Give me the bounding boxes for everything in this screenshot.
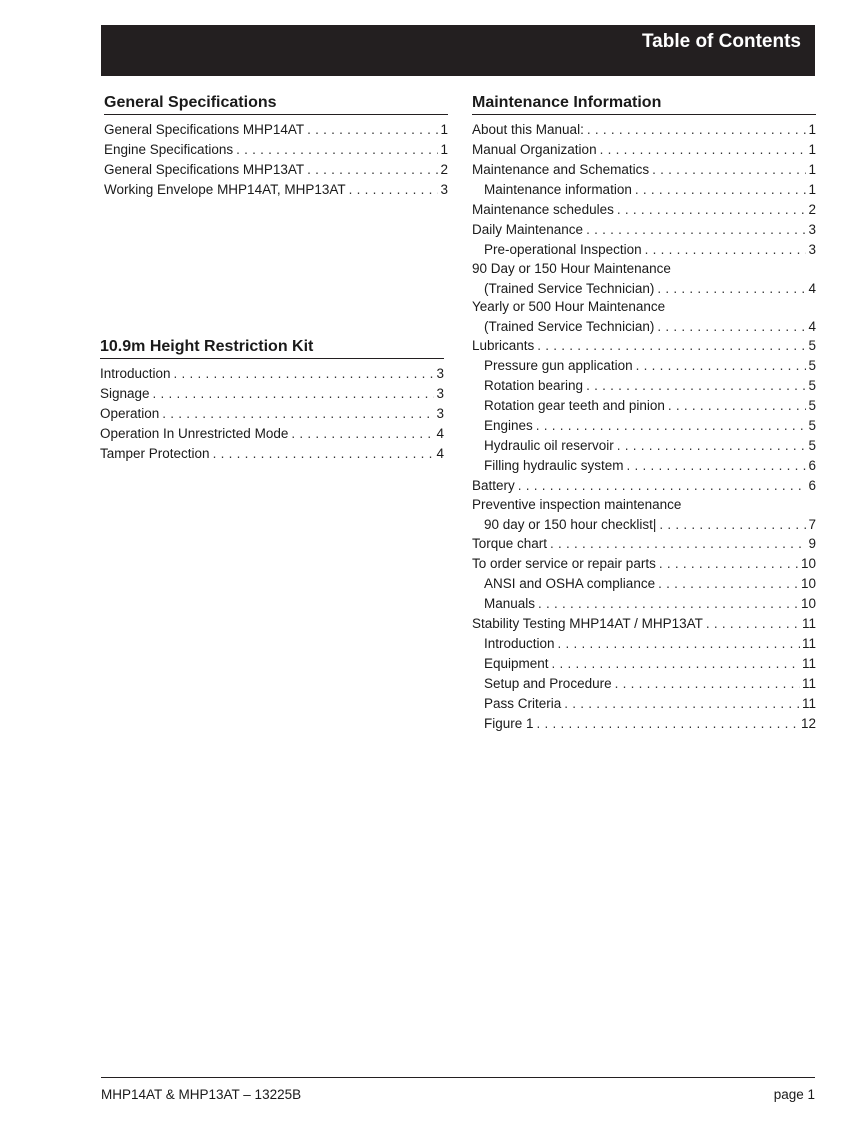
footer-divider xyxy=(101,1077,815,1078)
section-heading-height-restriction-kit: 10.9m Height Restriction Kit xyxy=(100,337,444,359)
toc-entry[interactable] xyxy=(472,694,816,714)
toc-entry-page: 5 xyxy=(808,378,816,393)
dot-leader xyxy=(213,444,435,464)
toc-entry[interactable] xyxy=(472,674,816,694)
toc-entry-page: 4 xyxy=(436,426,444,441)
toc-entry-page: 3 xyxy=(808,242,816,257)
toc-entry-page: 5 xyxy=(808,338,816,353)
toc-entry-page: 3 xyxy=(436,366,444,381)
toc-entry[interactable] xyxy=(472,298,816,336)
toc-entry[interactable] xyxy=(472,416,816,436)
toc-list xyxy=(100,364,444,464)
dot-leader xyxy=(645,240,807,260)
toc-entry[interactable] xyxy=(100,424,444,444)
toc-entry[interactable] xyxy=(472,554,816,574)
toc-entry-page: 5 xyxy=(808,398,816,413)
toc-entry[interactable] xyxy=(472,336,816,356)
header-bar xyxy=(101,25,815,76)
toc-entry[interactable] xyxy=(100,384,444,404)
toc-entry-text: Manuals xyxy=(472,594,538,614)
dot-leader xyxy=(537,714,799,734)
toc-entry-page: 4 xyxy=(436,446,444,461)
toc-entry-text: ANSI and OSHA compliance xyxy=(472,574,658,594)
toc-entry-text: Preventive inspection maintenance xyxy=(472,497,682,512)
toc-entry-text: Maintenance information xyxy=(472,180,635,200)
toc-entry[interactable] xyxy=(472,396,816,416)
toc-entry-text: Torque chart xyxy=(472,534,550,554)
toc-entry[interactable] xyxy=(472,220,816,240)
dot-leader xyxy=(291,424,434,444)
toc-entry-page: 1 xyxy=(808,142,816,157)
toc-entry-page: 4 xyxy=(808,319,816,334)
page-title: Table of Contents xyxy=(641,31,801,52)
toc-entry-text: Manual Organization xyxy=(472,140,600,160)
toc-entry-page: 6 xyxy=(808,478,816,493)
toc-entry-text: Battery xyxy=(472,476,518,496)
toc-entry-page: 11 xyxy=(801,696,816,711)
toc-entry-text: Working Envelope MHP14AT, MHP13AT xyxy=(104,180,349,200)
toc-entry-text: Stability Testing MHP14AT / MHP13AT xyxy=(472,614,706,634)
toc-entry[interactable] xyxy=(104,160,448,180)
toc-entry[interactable] xyxy=(472,260,816,298)
dot-leader xyxy=(236,140,438,160)
toc-entry-page: 11 xyxy=(801,616,816,631)
toc-entry-page: 3 xyxy=(436,386,444,401)
general-specifications-section xyxy=(104,93,448,200)
toc-entry[interactable] xyxy=(472,594,816,614)
toc-entry[interactable] xyxy=(472,120,816,140)
toc-entry-page: 11 xyxy=(801,676,816,691)
footer-page-number: page 1 xyxy=(773,1087,815,1102)
dot-leader xyxy=(657,318,806,336)
toc-entry-text: Daily Maintenance xyxy=(472,220,586,240)
toc-entry-page: 3 xyxy=(440,182,448,197)
toc-entry[interactable] xyxy=(100,364,444,384)
toc-entry-text: General Specifications MHP14AT xyxy=(104,120,307,140)
toc-entry[interactable] xyxy=(104,120,448,140)
toc-entry[interactable] xyxy=(472,200,816,220)
dot-leader xyxy=(657,280,806,298)
dot-leader xyxy=(652,160,806,180)
toc-entry-page: 1 xyxy=(808,162,816,177)
toc-entry[interactable] xyxy=(472,376,816,396)
toc-entry-text: Yearly or 500 Hour Maintenance xyxy=(472,299,666,314)
dot-leader xyxy=(564,694,800,714)
toc-entry-page: 3 xyxy=(808,222,816,237)
toc-entry-page: 1 xyxy=(440,122,448,137)
dot-leader xyxy=(586,220,806,240)
toc-entry[interactable] xyxy=(472,654,816,674)
toc-entry-page: 7 xyxy=(808,517,816,532)
dot-leader xyxy=(558,634,800,654)
footer-document-id: MHP14AT & MHP13AT – 13225B xyxy=(101,1087,302,1102)
toc-entry-page: 1 xyxy=(808,122,816,137)
section-heading-general-specifications: General Specifications xyxy=(104,93,448,115)
toc-entry-page: 12 xyxy=(800,716,816,731)
toc-entry-subtext: (Trained Service Technician) xyxy=(472,318,657,336)
toc-entry-page: 11 xyxy=(801,636,816,651)
dot-leader xyxy=(658,574,799,594)
toc-entry[interactable] xyxy=(472,436,816,456)
toc-entry-text: About this Manual: xyxy=(472,120,587,140)
toc-entry-subtext: (Trained Service Technician) xyxy=(472,280,657,298)
dot-leader xyxy=(636,356,807,376)
toc-entry[interactable] xyxy=(100,404,444,424)
dot-leader xyxy=(617,200,807,220)
toc-entry-text: Equipment xyxy=(472,654,552,674)
height-restriction-kit-section xyxy=(100,337,444,464)
toc-entry[interactable] xyxy=(104,140,448,160)
toc-entry-text: Filling hydraulic system xyxy=(472,456,627,476)
dot-leader xyxy=(615,674,800,694)
toc-entry-text: Hydraulic oil reservoir xyxy=(472,436,617,456)
toc-entry[interactable] xyxy=(472,476,816,496)
toc-entry-text: Figure 1 xyxy=(472,714,537,734)
toc-entry-text: Introduction xyxy=(100,364,174,384)
toc-entry[interactable] xyxy=(472,456,816,476)
toc-entry[interactable] xyxy=(472,634,816,654)
dot-leader xyxy=(659,554,799,574)
dot-leader xyxy=(307,120,438,140)
toc-entry-text: Engine Specifications xyxy=(104,140,236,160)
dot-leader xyxy=(162,404,434,424)
toc-entry-text: Pressure gun application xyxy=(472,356,636,376)
toc-entry-page: 5 xyxy=(808,358,816,373)
dot-leader xyxy=(668,396,807,416)
toc-entry-page: 11 xyxy=(801,656,816,671)
toc-entry[interactable] xyxy=(472,574,816,594)
dot-leader xyxy=(627,456,807,476)
dot-leader xyxy=(153,384,435,404)
toc-entry-text: Lubricants xyxy=(472,336,537,356)
dot-leader xyxy=(600,140,807,160)
toc-entry-text: Operation In Unrestricted Mode xyxy=(100,424,291,444)
toc-entry[interactable] xyxy=(472,240,816,260)
toc-entry-text: Rotation gear teeth and pinion xyxy=(472,396,668,416)
toc-entry-text: Operation xyxy=(100,404,162,424)
toc-entry-page: 5 xyxy=(808,418,816,433)
toc-entry[interactable] xyxy=(472,714,816,734)
dot-leader xyxy=(307,160,438,180)
dot-leader xyxy=(635,180,807,200)
toc-entry-text: Tamper Protection xyxy=(100,444,213,464)
toc-entry[interactable] xyxy=(104,180,448,200)
toc-entry-text: To order service or repair parts xyxy=(472,554,659,574)
dot-leader xyxy=(659,516,806,534)
toc-entry-text: Rotation bearing xyxy=(472,376,586,396)
toc-entry[interactable] xyxy=(472,160,816,180)
toc-list xyxy=(104,120,448,200)
section-heading-maintenance-information: Maintenance Information xyxy=(472,93,816,115)
toc-entry-page: 2 xyxy=(808,202,816,217)
toc-entry-page: 9 xyxy=(808,536,816,551)
dot-leader xyxy=(550,534,806,554)
toc-entry-page: 10 xyxy=(800,556,816,571)
toc-entry-text: Introduction xyxy=(472,634,558,654)
toc-entry-text: Maintenance and Schematics xyxy=(472,160,652,180)
toc-entry-page: 6 xyxy=(808,458,816,473)
toc-entry-text: 90 Day or 150 Hour Maintenance xyxy=(472,261,671,276)
dot-leader xyxy=(706,614,800,634)
toc-entry-text: General Specifications MHP13AT xyxy=(104,160,307,180)
dot-leader xyxy=(174,364,435,384)
dot-leader xyxy=(586,376,806,396)
maintenance-information-section xyxy=(472,93,816,734)
toc-entry-text: Signage xyxy=(100,384,153,404)
toc-entry-text: Setup and Procedure xyxy=(472,674,615,694)
toc-entry[interactable] xyxy=(472,356,816,376)
toc-entry-page: 5 xyxy=(808,438,816,453)
dot-leader xyxy=(349,180,439,200)
toc-entry[interactable] xyxy=(472,180,816,200)
toc-entry-text: Pass Criteria xyxy=(472,694,564,714)
dot-leader xyxy=(617,436,807,456)
dot-leader xyxy=(538,594,799,614)
toc-entry-text: Pre-operational Inspection xyxy=(472,240,645,260)
toc-entry[interactable] xyxy=(472,534,816,554)
toc-entry-page: 4 xyxy=(808,281,816,296)
dot-leader xyxy=(587,120,807,140)
toc-entry[interactable] xyxy=(472,496,816,534)
toc-entry[interactable] xyxy=(472,614,816,634)
toc-list xyxy=(472,120,816,734)
dot-leader xyxy=(536,416,807,436)
dot-leader xyxy=(537,336,806,356)
toc-entry[interactable] xyxy=(100,444,444,464)
toc-entry-text: Maintenance schedules xyxy=(472,200,617,220)
dot-leader xyxy=(518,476,807,496)
toc-entry-page: 3 xyxy=(436,406,444,421)
toc-entry-subtext: 90 day or 150 hour checklist| xyxy=(472,516,659,534)
toc-entry-text: Engines xyxy=(472,416,536,436)
toc-entry[interactable] xyxy=(472,140,816,160)
toc-entry-page: 10 xyxy=(800,596,816,611)
toc-entry-page: 2 xyxy=(440,162,448,177)
toc-entry-page: 10 xyxy=(800,576,816,591)
dot-leader xyxy=(552,654,800,674)
toc-entry-page: 1 xyxy=(808,182,816,197)
toc-entry-page: 1 xyxy=(440,142,448,157)
